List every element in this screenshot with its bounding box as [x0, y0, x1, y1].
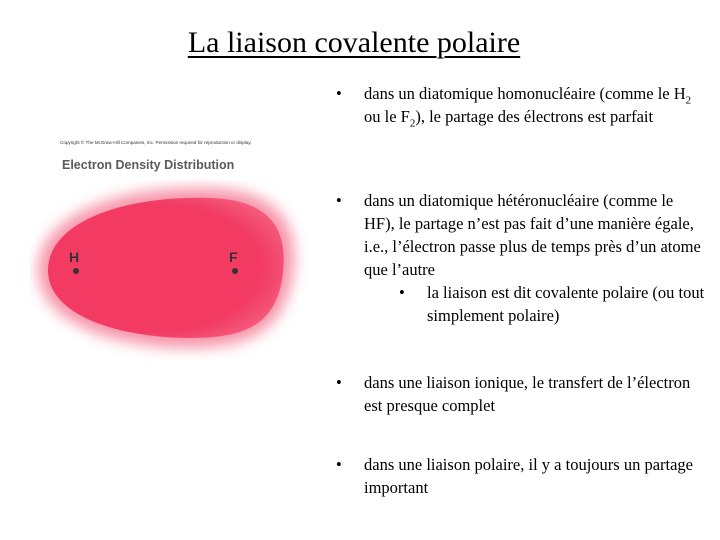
atom-h-dot: [73, 268, 79, 274]
figure-title: Electron Density Distribution: [62, 158, 235, 172]
bullet-item: [336, 82, 706, 128]
sub-bullet-marker: •: [399, 283, 405, 302]
electron-cloud-diagram: [30, 180, 310, 360]
copyright-notice: Copyright © The McGraw-Hill Companies, Inc. Permission required for reproduction or display.: [60, 140, 252, 145]
sub-bullet-text: la liaison est dit covalente polaire (ou tout simplement polaire): [427, 283, 705, 325]
bullet-text: dans une liaison ionique, le transfert de l’électron est presque complet: [364, 373, 691, 415]
electron-density-figure: [60, 140, 290, 355]
atom-label-h: H: [69, 249, 80, 265]
atom-label-f: F: [229, 249, 238, 265]
bullet-marker: •: [336, 84, 342, 103]
bullet-marker: •: [336, 191, 342, 210]
sub-bullet-item: [399, 281, 706, 327]
bullet-text: dans un diatomique hétéronucléaire (comme le HF), le partage n’est pas fait d’une manière égale, i.e., l’électron passe plus de temps près d’un atome que l’autre: [364, 191, 701, 279]
bullet-text: dans un diatomique homonucléaire (comme le $H_2$ ou le $F_2$), le partage des électrons est parfait: [364, 84, 692, 130]
bullet-marker: •: [336, 455, 342, 474]
bullet-item: [336, 453, 706, 499]
bullet-marker: •: [336, 373, 342, 392]
bullet-item: [336, 189, 706, 327]
bullet-text: dans une liaison polaire, il y a toujours un partage important: [364, 455, 694, 497]
atom-f-dot: [232, 268, 238, 274]
bullet-item: [336, 371, 706, 417]
slide-title: La liaison covalente polaire: [187, 26, 521, 59]
